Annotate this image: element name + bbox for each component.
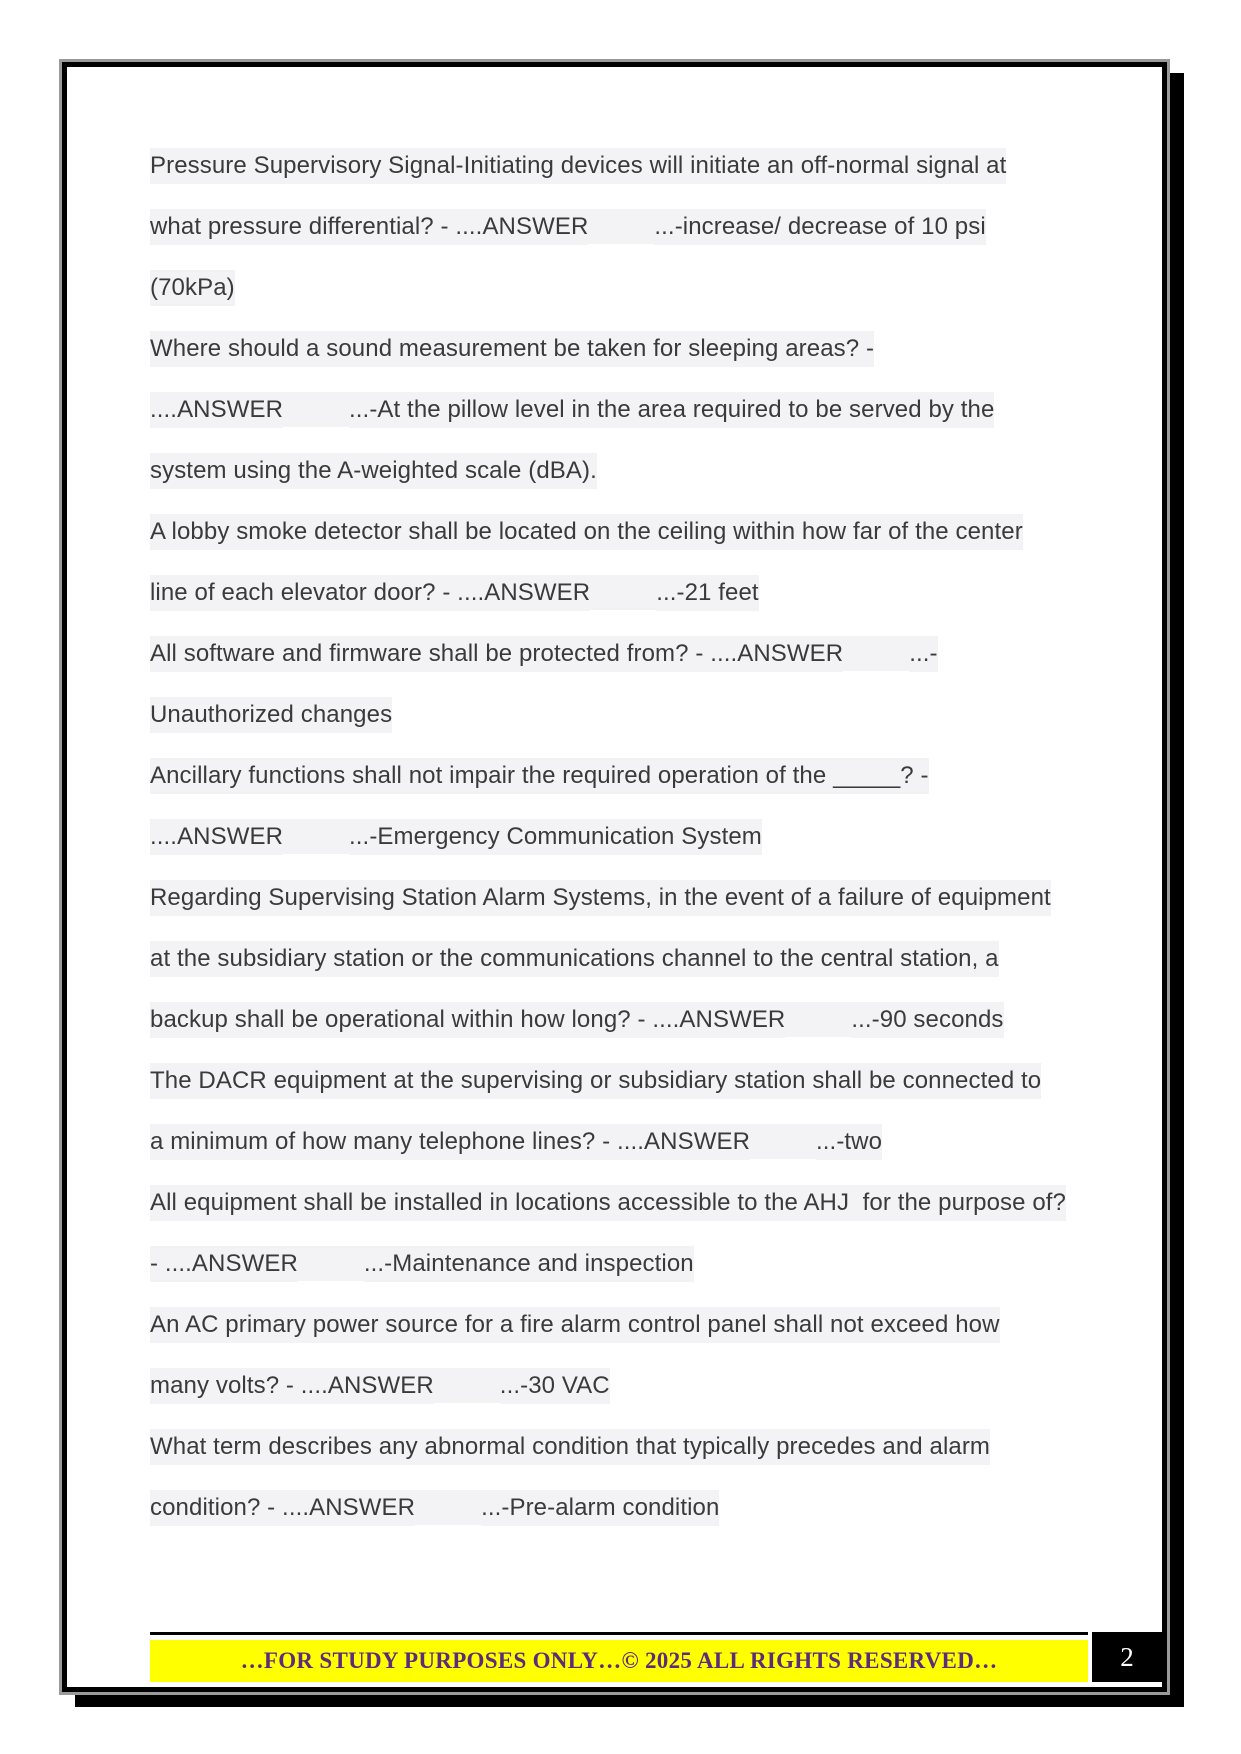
line-text: All software and firmware shall be protected from? - ....ANSWER [150,636,843,672]
text-line [150,623,1100,684]
answer-text: ...-Pre-alarm condition [481,1490,719,1526]
answer-text: ...- [909,636,937,672]
line-text: Unauthorized changes [150,697,392,733]
text-line [150,928,1100,989]
line-text: All equipment shall be installed in locations accessible to the AHJ for the purpose of? [150,1185,1066,1221]
line-text: Pressure Supervisory Signal-Initiating devices will initiate an off-normal signal at [150,148,1006,184]
line-text: (70kPa) [150,270,235,306]
answer-text: ...-increase/ decrease of 10 psi [654,209,985,245]
text-line [150,1172,1100,1233]
answer-text: ...-90 seconds [851,1002,1003,1038]
footer-banner: …FOR STUDY PURPOSES ONLY…© 2025 ALL RIGHTS RESERVED… [150,1640,1088,1682]
line-text: A lobby smoke detector shall be located on the ceiling within how far of the center [150,514,1023,550]
text-line [150,135,1100,196]
line-text: line of each elevator door? - ....ANSWER [150,575,590,611]
line-text: What term describes any abnormal condition that typically precedes and alarm [150,1429,990,1465]
line-text: ....ANSWER [150,819,283,855]
line-text: at the subsidiary station or the communications channel to the central station, a [150,941,999,977]
document-body [150,135,1100,1538]
text-line [150,1111,1100,1172]
footer-rule [150,1632,1088,1635]
text-line [150,1477,1100,1538]
answer-text: ...-30 VAC [500,1368,610,1404]
answer-text: ...-two [816,1124,882,1160]
answer-gap [283,392,349,427]
text-line [150,196,1100,257]
line-text: system using the A-weighted scale (dBA). [150,453,597,489]
text-line [150,684,1100,745]
text-line [150,1294,1100,1355]
text-line [150,1355,1100,1416]
text-line [150,501,1100,562]
answer-gap [843,636,909,671]
line-text: what pressure differential? - ....ANSWER [150,209,588,245]
text-line [150,745,1100,806]
text-line [150,1416,1100,1477]
text-line [150,440,1100,501]
line-text: An AC primary power source for a fire alarm control panel shall not exceed how [150,1307,1000,1343]
page-number: 2 [1092,1632,1162,1682]
text-line [150,562,1100,623]
line-text: backup shall be operational within how long? - ....ANSWER [150,1002,785,1038]
answer-text: ...-21 feet [656,575,759,611]
answer-gap [750,1124,816,1159]
answer-text: ...-At the pillow level in the area required to be served by the [349,392,994,428]
answer-gap [283,819,349,854]
line-text: Regarding Supervising Station Alarm Systems, in the event of a failure of equipment [150,880,1051,916]
answer-text: ...-Maintenance and inspection [364,1246,694,1282]
line-text: many volts? - ....ANSWER [150,1368,434,1404]
text-line [150,318,1100,379]
answer-gap [415,1490,481,1525]
line-text: - ....ANSWER [150,1246,298,1282]
line-text: ....ANSWER [150,392,283,428]
line-text: condition? - ....ANSWER [150,1490,415,1526]
answer-text: ...-Emergency Communication System [349,819,762,855]
text-line [150,989,1100,1050]
answer-gap [785,1002,851,1037]
line-text: The DACR equipment at the supervising or subsidiary station shall be connected to [150,1063,1041,1099]
text-line [150,1233,1100,1294]
text-line [150,1050,1100,1111]
line-text: Where should a sound measurement be taken for sleeping areas? - [150,331,874,367]
line-text: Ancillary functions shall not impair the required operation of the _____? - [150,758,929,794]
answer-gap [588,209,654,244]
line-text: a minimum of how many telephone lines? - ....ANSWER [150,1124,750,1160]
text-line [150,867,1100,928]
answer-gap [434,1368,500,1403]
answer-gap [298,1246,364,1281]
answer-gap [590,575,656,610]
text-line [150,806,1100,867]
text-line [150,257,1100,318]
text-line [150,379,1100,440]
